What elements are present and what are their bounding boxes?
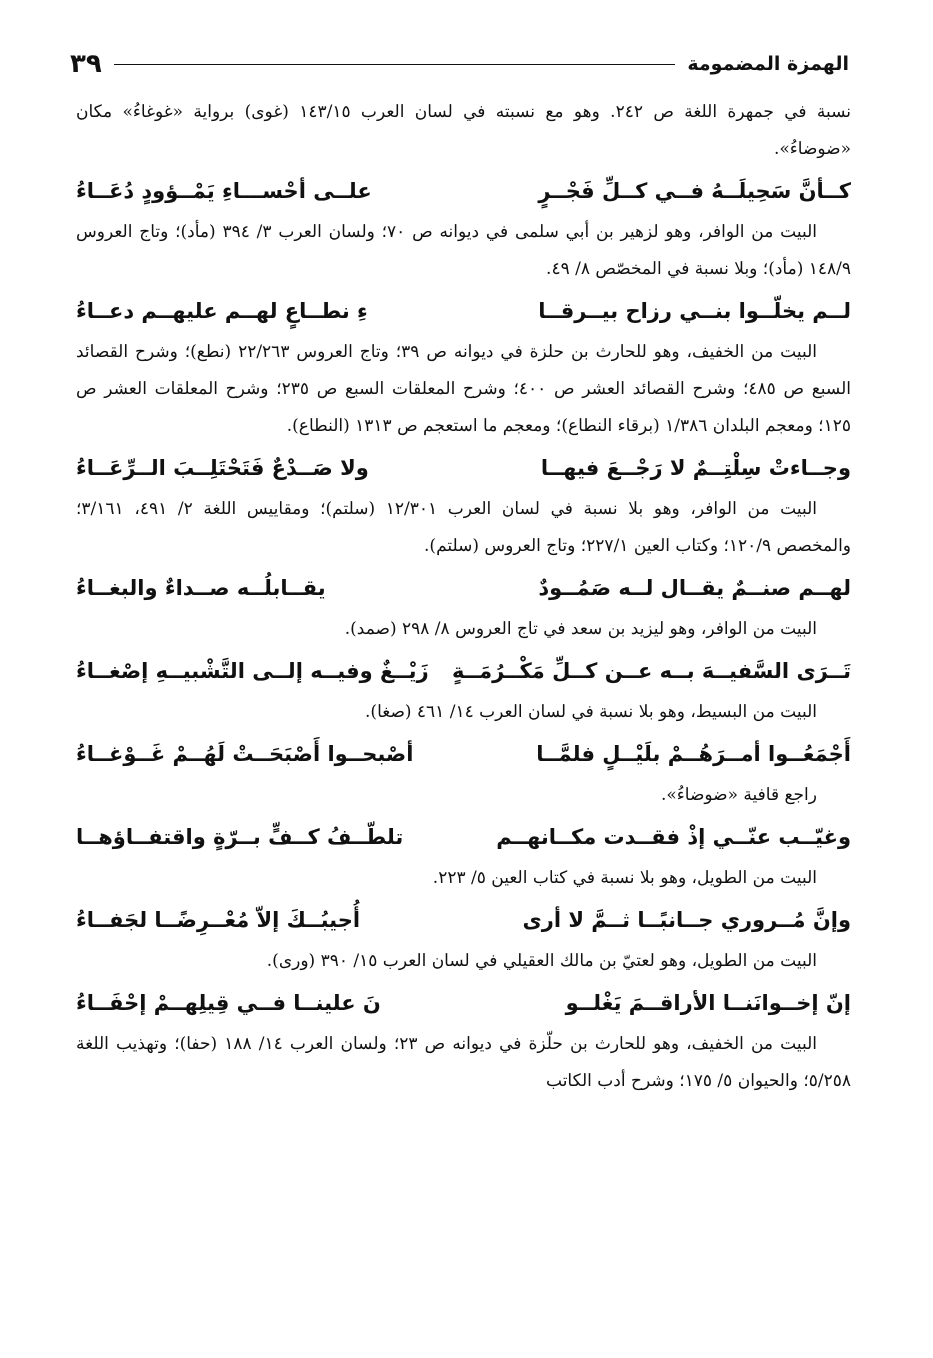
- verse-first-hemistich: كــأنَّ سَحِيلَــهُ فــي كــلِّ فَجْــرٍ: [538, 179, 851, 203]
- verse-line: [76, 814, 851, 860]
- verse-first-hemistich: وجــاءتْ سِلْتِــمٌ لا رَجْــعَ فيهــا: [540, 456, 851, 480]
- verse-first-hemistich: وإنَّ مُــروري جــانبًــا ثــمَّ لا أرى: [522, 908, 851, 932]
- commentary-paragraph: نسبة في جمهرة اللغة ص ٢٤٢. وهو مع نسبته في لسان العرب ١٤٣/١٥ (غوى) برواية «غوغاءُ» مكان «ضوضاءُ».: [76, 102, 851, 159]
- verse-line: [76, 288, 851, 334]
- commentary-paragraph: البيت من الخفيف، وهو للحارث بن حلّزة في ديوانه ص ٢٣؛ ولسان العرب ١٤/ ١٨٨ (حفا)؛ وتهذيب اللغة ٥/٢٥٨؛ والحيوان ٥/ ١٧٥؛ وشرح أدب الكاتب: [76, 1034, 851, 1091]
- page-header: [70, 44, 849, 84]
- verse-first-hemistich: إنّ إخــوانَنــا الأراقــمَ يَغْلــو: [565, 991, 851, 1015]
- page-body: [76, 94, 851, 1100]
- verse-second-hemistich: يقــابلُــه صــداءٌ والبغــاءُ: [76, 576, 326, 600]
- verse-line: [76, 897, 851, 943]
- commentary-paragraph: البيت من البسيط، وهو بلا نسبة في لسان العرب ١٤/ ٤٦١ (صغا).: [365, 702, 817, 722]
- verse-first-hemistich: لــم يخلّــوا بنــي رزاح بيــرقــا: [538, 299, 851, 323]
- commentary-paragraph: البيت من الوافر، وهو ليزيد بن سعد في تاج العروس ٨/ ٢٩٨ (صمد).: [344, 619, 817, 639]
- commentary-paragraph: البيت من الوافر، وهو لزهير بن أبي سلمى في ديوانه ص ٧٠؛ ولسان العرب ٣/ ٣٩٤ (مأد)؛ وتاج العروس ١٤٨/٩ (مأد)؛ وبلا نسبة في المخصّص ٨/ ٤٩.: [76, 222, 851, 279]
- verse-second-hemistich: ولا صَــدْعٌ فَتَحْتَلِــبَ الــرِّعَــاءُ: [76, 456, 369, 480]
- verse-second-hemistich: زَيْــغٌ وفيــه إلــى التَّشْبيــهِ إصْغــاءُ: [76, 659, 429, 683]
- verse-second-hemistich: علــى أحْســـاءِ يَمْــؤودٍ دُعَــاءُ: [76, 179, 372, 203]
- verse-second-hemistich: نَ علينــا فــي قِيلِهــمْ إحْفَــاءُ: [76, 991, 381, 1015]
- verse-line: [76, 565, 851, 611]
- verse-first-hemistich: لهــم صنــمٌ يقــال لــه صَمُــودٌ: [538, 576, 851, 600]
- verse-line: [76, 731, 851, 777]
- verse-line: [76, 168, 851, 214]
- verse-line: [76, 445, 851, 491]
- commentary-paragraph: راجع قافية «ضوضاءُ».: [660, 785, 817, 805]
- verse-line: [76, 980, 851, 1026]
- verse-second-hemistich: أُجيبُــكَ إلاّ مُعْــرِضًــا لجَفــاءُ: [76, 908, 361, 932]
- verse-second-hemistich: أصْبحــوا أَصْبَحَــتْ لَهُــمْ غَــوْغــاءُ: [76, 742, 414, 766]
- verse-line: [76, 648, 851, 694]
- header-rule: [114, 64, 676, 65]
- verse-first-hemistich: وغيّــب عنّــي إذْ فقــدت مكــانهــم: [496, 825, 851, 849]
- verse-second-hemistich: ءِ نطــاعٍ لهــم عليهــم دعــاءُ: [76, 299, 368, 323]
- commentary-paragraph: البيت من الوافر، وهو بلا نسبة في لسان العرب ١٢/٣٠١ (سلتم)؛ ومقاييس اللغة ٢/ ٤٩١، ٣/١٦١؛ والمخصص ١٢٠/٩؛ وكتاب العين ٢٢٧/١؛ وتاج العروس (سلتم).: [76, 499, 851, 556]
- commentary-paragraph: البيت من الخفيف، وهو للحارث بن حلزة في ديوانه ص ٣٩؛ وتاج العروس ٢٢/٢٦٣ (نطع)؛ وشرح القصائد السبع ص ٤٨٥؛ وشرح القصائد العشر ص ٤٠٠؛ وشرح المعلقات السبع ص ٢٣٥؛ وشرح المعلقات العشر ص ١٢٥؛ ومعجم البلدان ١/٣٨٦ (برقاء النطاع)؛ ومعجم ما استعجم ص ١٣١٣ (النطاع).: [76, 342, 852, 436]
- verse-second-hemistich: تلطّــفُ كــفٍّ بــرّةٍ واقتفــاؤهــا: [76, 825, 404, 849]
- verse-first-hemistich: أَجْمَعُــوا أمــرَهُــمْ بلَيْــلٍ فلمَّــا: [536, 742, 851, 766]
- page-number: ٣٩: [70, 49, 102, 79]
- commentary-paragraph: البيت من الطويل، وهو بلا نسبة في كتاب العين ٥/ ٢٢٣.: [432, 868, 817, 888]
- running-header-title: الهمزة المضمومة: [687, 53, 849, 75]
- commentary-paragraph: البيت من الطويل، وهو لعتيّ بن مالك العقيلي في لسان العرب ١٥/ ٣٩٠ (ورى).: [266, 951, 817, 971]
- verse-first-hemistich: تَــرَى السَّفيــهَ بــه عــن كــلِّ مَكْــرُمَــةٍ: [452, 659, 851, 683]
